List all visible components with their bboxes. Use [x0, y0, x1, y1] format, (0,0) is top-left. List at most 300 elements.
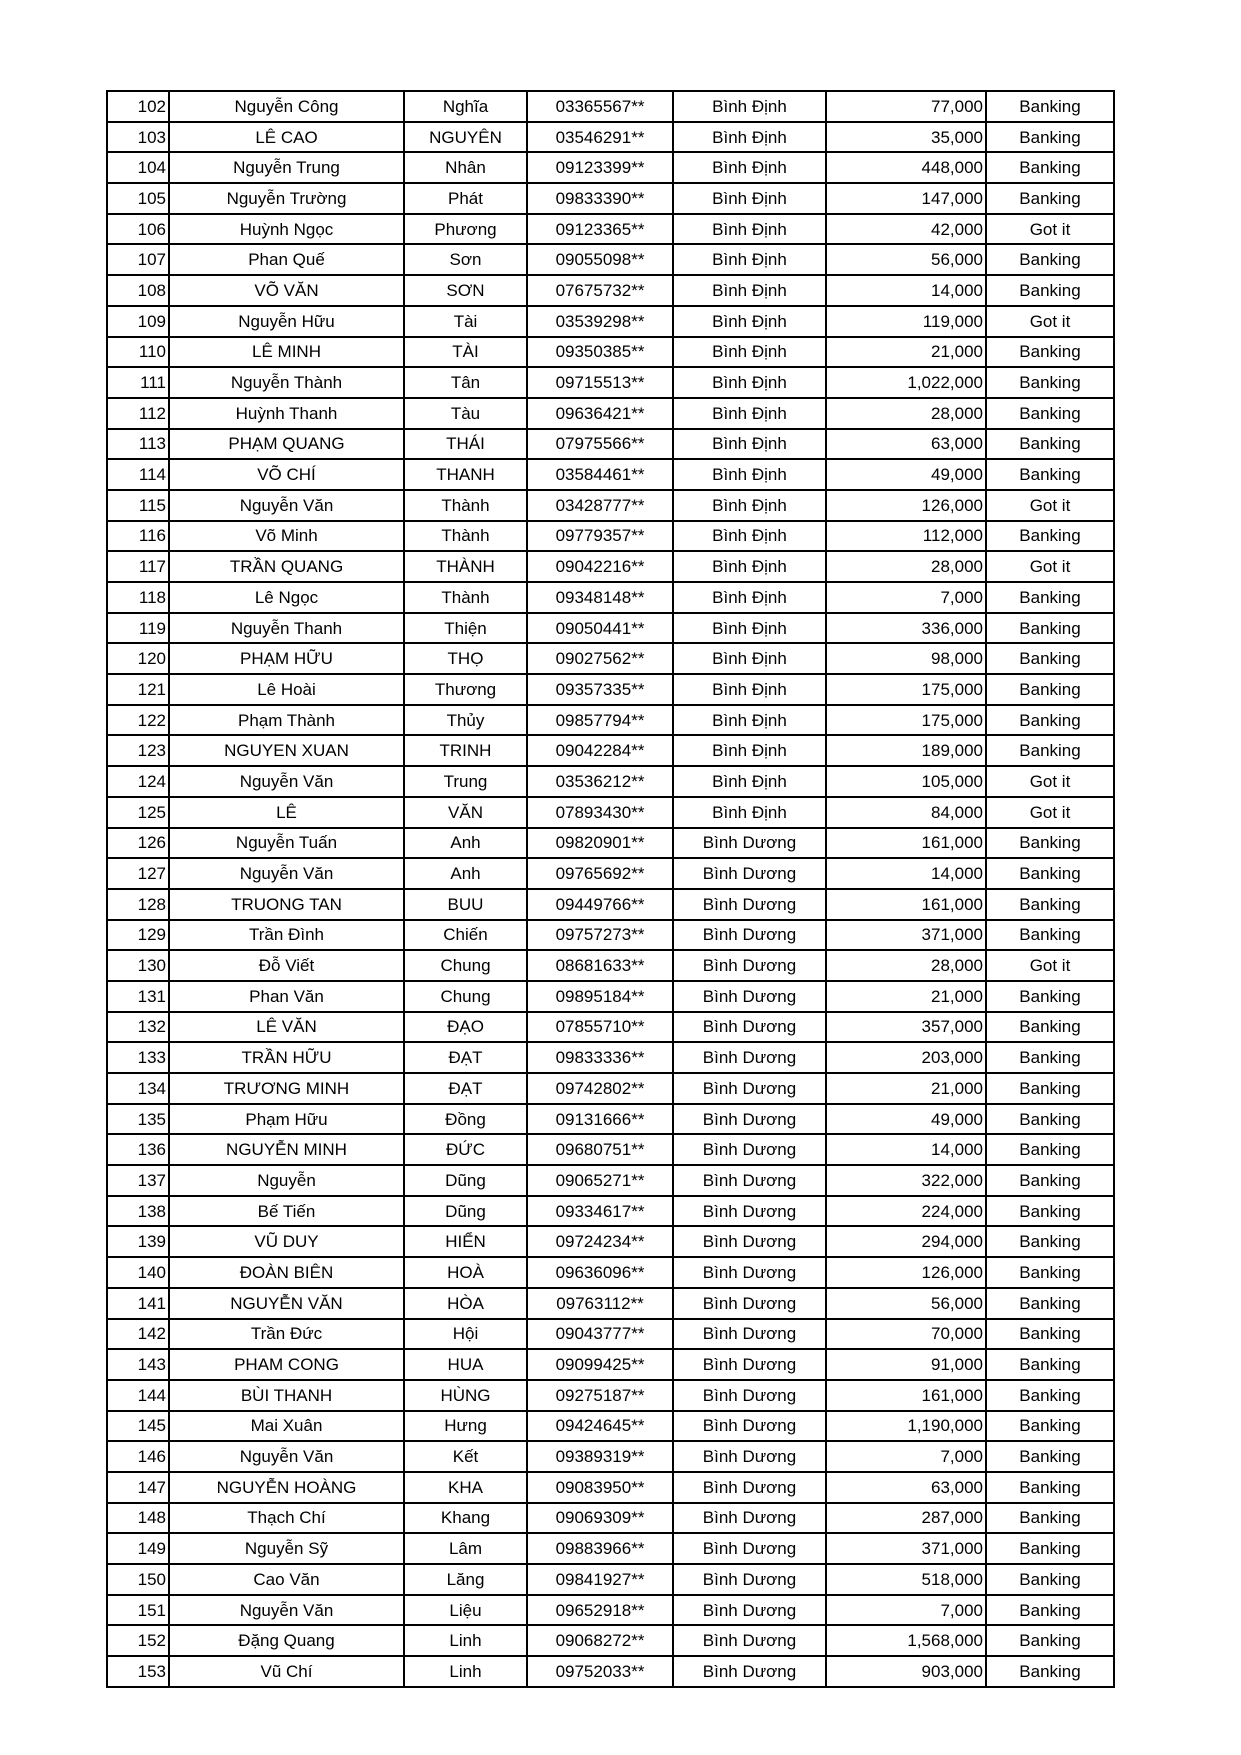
phone-cell: 09043777** — [527, 1319, 673, 1350]
status-cell: Banking — [986, 858, 1114, 889]
first-name-cell: Nguyễn Sỹ — [169, 1533, 404, 1564]
province-cell: Bình Định — [673, 735, 826, 766]
phone-cell: 09752033** — [527, 1656, 673, 1687]
row-index-cell: 142 — [107, 1319, 169, 1350]
row-index-cell: 144 — [107, 1380, 169, 1411]
row-index-cell: 107 — [107, 244, 169, 275]
table-row — [107, 275, 1114, 306]
row-index-cell: 115 — [107, 490, 169, 521]
table-row — [107, 429, 1114, 460]
row-index-cell: 152 — [107, 1625, 169, 1656]
first-name-cell: ĐOÀN BIÊN — [169, 1257, 404, 1288]
table-row — [107, 122, 1114, 153]
province-cell: Bình Định — [673, 551, 826, 582]
phone-cell: 09348148** — [527, 582, 673, 613]
province-cell: Bình Dương — [673, 1441, 826, 1472]
amount-cell: 28,000 — [826, 950, 986, 981]
table-row — [107, 398, 1114, 429]
last-name-cell: Dũng — [404, 1196, 527, 1227]
table-row — [107, 1226, 1114, 1257]
status-cell: Banking — [986, 1503, 1114, 1534]
table-row — [107, 183, 1114, 214]
province-cell: Bình Định — [673, 183, 826, 214]
province-cell: Bình Định — [673, 766, 826, 797]
table-row — [107, 613, 1114, 644]
row-index-cell: 151 — [107, 1595, 169, 1626]
table-row — [107, 1257, 1114, 1288]
last-name-cell: Phát — [404, 183, 527, 214]
status-cell: Banking — [986, 828, 1114, 859]
table-row — [107, 797, 1114, 828]
table-row — [107, 1165, 1114, 1196]
province-cell: Bình Dương — [673, 1349, 826, 1380]
row-index-cell: 126 — [107, 828, 169, 859]
first-name-cell: TRƯƠNG MINH — [169, 1073, 404, 1104]
last-name-cell: THỌ — [404, 643, 527, 674]
table-row — [107, 674, 1114, 705]
status-cell: Banking — [986, 920, 1114, 951]
row-index-cell: 104 — [107, 152, 169, 183]
last-name-cell: THÀNH — [404, 551, 527, 582]
province-cell: Bình Dương — [673, 920, 826, 951]
row-index-cell: 102 — [107, 91, 169, 122]
first-name-cell: LÊ VĂN — [169, 1012, 404, 1043]
province-cell: Bình Dương — [673, 1564, 826, 1595]
table-row — [107, 551, 1114, 582]
row-index-cell: 103 — [107, 122, 169, 153]
amount-cell: 21,000 — [826, 337, 986, 368]
phone-cell: 09724234** — [527, 1226, 673, 1257]
first-name-cell: NGUYEN XUAN — [169, 735, 404, 766]
phone-cell: 07675732** — [527, 275, 673, 306]
first-name-cell: PHAM CONG — [169, 1349, 404, 1380]
row-index-cell: 114 — [107, 459, 169, 490]
status-cell: Got it — [986, 797, 1114, 828]
row-index-cell: 123 — [107, 735, 169, 766]
first-name-cell: Mai Xuân — [169, 1411, 404, 1442]
first-name-cell: Vũ Chí — [169, 1656, 404, 1687]
first-name-cell: Phạm Thành — [169, 705, 404, 736]
amount-cell: 105,000 — [826, 766, 986, 797]
province-cell: Bình Định — [673, 91, 826, 122]
first-name-cell: LÊ — [169, 797, 404, 828]
amount-cell: 161,000 — [826, 889, 986, 920]
amount-cell: 175,000 — [826, 705, 986, 736]
table-row — [107, 337, 1114, 368]
amount-cell: 371,000 — [826, 920, 986, 951]
row-index-cell: 149 — [107, 1533, 169, 1564]
table-row — [107, 1441, 1114, 1472]
last-name-cell: THANH — [404, 459, 527, 490]
province-cell: Bình Định — [673, 797, 826, 828]
status-cell: Banking — [986, 152, 1114, 183]
phone-cell: 09123365** — [527, 214, 673, 245]
table-row — [107, 1595, 1114, 1626]
last-name-cell: NGUYÊN — [404, 122, 527, 153]
amount-cell: 35,000 — [826, 122, 986, 153]
row-index-cell: 127 — [107, 858, 169, 889]
first-name-cell: TRẦN QUANG — [169, 551, 404, 582]
row-index-cell: 125 — [107, 797, 169, 828]
province-cell: Bình Định — [673, 152, 826, 183]
table-row — [107, 950, 1114, 981]
amount-cell: 112,000 — [826, 521, 986, 552]
last-name-cell: Linh — [404, 1656, 527, 1687]
amount-cell: 357,000 — [826, 1012, 986, 1043]
status-cell: Banking — [986, 91, 1114, 122]
status-cell: Banking — [986, 735, 1114, 766]
first-name-cell: Nguyễn Tuấn — [169, 828, 404, 859]
status-cell: Banking — [986, 337, 1114, 368]
row-index-cell: 105 — [107, 183, 169, 214]
province-cell: Bình Dương — [673, 1196, 826, 1227]
amount-cell: 7,000 — [826, 582, 986, 613]
status-cell: Banking — [986, 1595, 1114, 1626]
table-row — [107, 858, 1114, 889]
table-row — [107, 1319, 1114, 1350]
table-row — [107, 920, 1114, 951]
last-name-cell: TRINH — [404, 735, 527, 766]
last-name-cell: HÙNG — [404, 1380, 527, 1411]
last-name-cell: Đồng — [404, 1104, 527, 1135]
table-row — [107, 91, 1114, 122]
province-cell: Bình Dương — [673, 1104, 826, 1135]
row-index-cell: 113 — [107, 429, 169, 460]
status-cell: Banking — [986, 183, 1114, 214]
phone-cell: 09424645** — [527, 1411, 673, 1442]
province-cell: Bình Dương — [673, 1411, 826, 1442]
province-cell: Bình Dương — [673, 828, 826, 859]
row-index-cell: 148 — [107, 1503, 169, 1534]
phone-cell: 09820901** — [527, 828, 673, 859]
row-index-cell: 153 — [107, 1656, 169, 1687]
table-row — [107, 643, 1114, 674]
last-name-cell: THÁI — [404, 429, 527, 460]
first-name-cell: Nguyễn Văn — [169, 858, 404, 889]
table-row — [107, 1472, 1114, 1503]
amount-cell: 161,000 — [826, 828, 986, 859]
phone-cell: 09050441** — [527, 613, 673, 644]
table-row — [107, 1104, 1114, 1135]
amount-cell: 42,000 — [826, 214, 986, 245]
amount-cell: 28,000 — [826, 551, 986, 582]
amount-cell: 189,000 — [826, 735, 986, 766]
phone-cell: 09357335** — [527, 674, 673, 705]
status-cell: Got it — [986, 551, 1114, 582]
last-name-cell: Hưng — [404, 1411, 527, 1442]
amount-cell: 21,000 — [826, 981, 986, 1012]
phone-cell: 09042284** — [527, 735, 673, 766]
last-name-cell: Tân — [404, 367, 527, 398]
first-name-cell: Nguyễn Công — [169, 91, 404, 122]
last-name-cell: Tàu — [404, 398, 527, 429]
recipients-table — [106, 90, 1115, 1688]
status-cell: Banking — [986, 398, 1114, 429]
first-name-cell: Nguyễn Văn — [169, 1441, 404, 1472]
province-cell: Bình Định — [673, 459, 826, 490]
last-name-cell: Lăng — [404, 1564, 527, 1595]
amount-cell: 224,000 — [826, 1196, 986, 1227]
phone-cell: 09636096** — [527, 1257, 673, 1288]
table-row — [107, 1564, 1114, 1595]
status-cell: Banking — [986, 1472, 1114, 1503]
province-cell: Bình Dương — [673, 1288, 826, 1319]
last-name-cell: Liệu — [404, 1595, 527, 1626]
last-name-cell: KHA — [404, 1472, 527, 1503]
amount-cell: 903,000 — [826, 1656, 986, 1687]
phone-cell: 09833336** — [527, 1042, 673, 1073]
table-row — [107, 1656, 1114, 1687]
first-name-cell: Nguyễn Trường — [169, 183, 404, 214]
row-index-cell: 119 — [107, 613, 169, 644]
status-cell: Banking — [986, 1012, 1114, 1043]
province-cell: Bình Định — [673, 705, 826, 736]
table-row — [107, 152, 1114, 183]
first-name-cell: Nguyễn Văn — [169, 490, 404, 521]
amount-cell: 56,000 — [826, 244, 986, 275]
first-name-cell: PHẠM HỮU — [169, 643, 404, 674]
status-cell: Banking — [986, 1349, 1114, 1380]
status-cell: Banking — [986, 1288, 1114, 1319]
status-cell: Got it — [986, 306, 1114, 337]
last-name-cell: ĐẠT — [404, 1042, 527, 1073]
first-name-cell: LÊ CAO — [169, 122, 404, 153]
province-cell: Bình Định — [673, 122, 826, 153]
last-name-cell: Linh — [404, 1625, 527, 1656]
table-row — [107, 828, 1114, 859]
status-cell: Banking — [986, 1441, 1114, 1472]
first-name-cell: VŨ DUY — [169, 1226, 404, 1257]
province-cell: Bình Định — [673, 244, 826, 275]
last-name-cell: ĐỨC — [404, 1134, 527, 1165]
table-row — [107, 1073, 1114, 1104]
province-cell: Bình Dương — [673, 1533, 826, 1564]
amount-cell: 77,000 — [826, 91, 986, 122]
amount-cell: 14,000 — [826, 858, 986, 889]
phone-cell: 03536212** — [527, 766, 673, 797]
phone-cell: 03365567** — [527, 91, 673, 122]
table-row — [107, 1349, 1114, 1380]
last-name-cell: HOÀ — [404, 1257, 527, 1288]
row-index-cell: 135 — [107, 1104, 169, 1135]
phone-cell: 09068272** — [527, 1625, 673, 1656]
phone-cell: 09389319** — [527, 1441, 673, 1472]
amount-cell: 63,000 — [826, 1472, 986, 1503]
table-row — [107, 1134, 1114, 1165]
province-cell: Bình Dương — [673, 1595, 826, 1626]
row-index-cell: 116 — [107, 521, 169, 552]
province-cell: Bình Dương — [673, 889, 826, 920]
row-index-cell: 130 — [107, 950, 169, 981]
phone-cell: 08681633** — [527, 950, 673, 981]
row-index-cell: 150 — [107, 1564, 169, 1595]
first-name-cell: VÕ CHÍ — [169, 459, 404, 490]
phone-cell: 03546291** — [527, 122, 673, 153]
last-name-cell: Thành — [404, 490, 527, 521]
first-name-cell: Lê Ngọc — [169, 582, 404, 613]
status-cell: Banking — [986, 1656, 1114, 1687]
first-name-cell: LÊ MINH — [169, 337, 404, 368]
phone-cell: 09449766** — [527, 889, 673, 920]
first-name-cell: Huỳnh Ngọc — [169, 214, 404, 245]
last-name-cell: Thành — [404, 521, 527, 552]
phone-cell: 03584461** — [527, 459, 673, 490]
province-cell: Bình Định — [673, 214, 826, 245]
status-cell: Banking — [986, 1226, 1114, 1257]
phone-cell: 09042216** — [527, 551, 673, 582]
last-name-cell: Nghĩa — [404, 91, 527, 122]
first-name-cell: NGUYỄN VĂN — [169, 1288, 404, 1319]
amount-cell: 84,000 — [826, 797, 986, 828]
phone-cell: 07855710** — [527, 1012, 673, 1043]
last-name-cell: Thương — [404, 674, 527, 705]
amount-cell: 294,000 — [826, 1226, 986, 1257]
first-name-cell: Trần Đức — [169, 1319, 404, 1350]
amount-cell: 49,000 — [826, 459, 986, 490]
status-cell: Banking — [986, 122, 1114, 153]
first-name-cell: Nguyễn — [169, 1165, 404, 1196]
status-cell: Banking — [986, 521, 1114, 552]
table-row — [107, 1533, 1114, 1564]
table-row — [107, 214, 1114, 245]
phone-cell: 09715513** — [527, 367, 673, 398]
first-name-cell: NGUYỄN MINH — [169, 1134, 404, 1165]
table-row — [107, 582, 1114, 613]
row-index-cell: 131 — [107, 981, 169, 1012]
amount-cell: 7,000 — [826, 1441, 986, 1472]
status-cell: Banking — [986, 981, 1114, 1012]
status-cell: Banking — [986, 429, 1114, 460]
province-cell: Bình Dương — [673, 1134, 826, 1165]
province-cell: Bình Dương — [673, 1042, 826, 1073]
status-cell: Banking — [986, 643, 1114, 674]
status-cell: Banking — [986, 1564, 1114, 1595]
first-name-cell: Phan Văn — [169, 981, 404, 1012]
last-name-cell: Hội — [404, 1319, 527, 1350]
province-cell: Bình Định — [673, 398, 826, 429]
phone-cell: 09636421** — [527, 398, 673, 429]
phone-cell: 09757273** — [527, 920, 673, 951]
first-name-cell: BÙI THANH — [169, 1380, 404, 1411]
recipients-table-body — [107, 91, 1114, 1687]
first-name-cell: Võ Minh — [169, 521, 404, 552]
phone-cell: 09765692** — [527, 858, 673, 889]
amount-cell: 518,000 — [826, 1564, 986, 1595]
phone-cell: 09883966** — [527, 1533, 673, 1564]
row-index-cell: 106 — [107, 214, 169, 245]
row-index-cell: 146 — [107, 1441, 169, 1472]
province-cell: Bình Định — [673, 643, 826, 674]
status-cell: Banking — [986, 275, 1114, 306]
table-row — [107, 766, 1114, 797]
status-cell: Banking — [986, 367, 1114, 398]
table-row — [107, 521, 1114, 552]
phone-cell: 09763112** — [527, 1288, 673, 1319]
status-cell: Banking — [986, 459, 1114, 490]
table-row — [107, 1042, 1114, 1073]
last-name-cell: HUA — [404, 1349, 527, 1380]
phone-cell: 09652918** — [527, 1595, 673, 1626]
phone-cell: 09779357** — [527, 521, 673, 552]
table-row — [107, 306, 1114, 337]
status-cell: Banking — [986, 705, 1114, 736]
table-row — [107, 1380, 1114, 1411]
row-index-cell: 118 — [107, 582, 169, 613]
amount-cell: 119,000 — [826, 306, 986, 337]
phone-cell: 09123399** — [527, 152, 673, 183]
last-name-cell: Chung — [404, 981, 527, 1012]
status-cell: Banking — [986, 1196, 1114, 1227]
last-name-cell: Anh — [404, 858, 527, 889]
province-cell: Bình Định — [673, 490, 826, 521]
amount-cell: 98,000 — [826, 643, 986, 674]
row-index-cell: 139 — [107, 1226, 169, 1257]
status-cell: Got it — [986, 766, 1114, 797]
phone-cell: 09857794** — [527, 705, 673, 736]
amount-cell: 336,000 — [826, 613, 986, 644]
first-name-cell: Nguyễn Hữu — [169, 306, 404, 337]
row-index-cell: 134 — [107, 1073, 169, 1104]
phone-cell: 09083950** — [527, 1472, 673, 1503]
table-row — [107, 490, 1114, 521]
table-row — [107, 705, 1114, 736]
status-cell: Banking — [986, 1625, 1114, 1656]
last-name-cell: Khang — [404, 1503, 527, 1534]
province-cell: Bình Định — [673, 275, 826, 306]
row-index-cell: 147 — [107, 1472, 169, 1503]
province-cell: Bình Dương — [673, 981, 826, 1012]
row-index-cell: 117 — [107, 551, 169, 582]
province-cell: Bình Dương — [673, 1380, 826, 1411]
status-cell: Got it — [986, 490, 1114, 521]
row-index-cell: 145 — [107, 1411, 169, 1442]
first-name-cell: Trần Đình — [169, 920, 404, 951]
province-cell: Bình Định — [673, 674, 826, 705]
amount-cell: 21,000 — [826, 1073, 986, 1104]
phone-cell: 09334617** — [527, 1196, 673, 1227]
table-row — [107, 1503, 1114, 1534]
row-index-cell: 140 — [107, 1257, 169, 1288]
row-index-cell: 132 — [107, 1012, 169, 1043]
province-cell: Bình Dương — [673, 1012, 826, 1043]
amount-cell: 448,000 — [826, 152, 986, 183]
row-index-cell: 133 — [107, 1042, 169, 1073]
phone-cell: 07975566** — [527, 429, 673, 460]
first-name-cell: PHẠM QUANG — [169, 429, 404, 460]
last-name-cell: SƠN — [404, 275, 527, 306]
province-cell: Bình Định — [673, 521, 826, 552]
province-cell: Bình Dương — [673, 1226, 826, 1257]
last-name-cell: HIỂN — [404, 1226, 527, 1257]
last-name-cell: Dũng — [404, 1165, 527, 1196]
province-cell: Bình Dương — [673, 1472, 826, 1503]
last-name-cell: Sơn — [404, 244, 527, 275]
amount-cell: 63,000 — [826, 429, 986, 460]
amount-cell: 371,000 — [826, 1533, 986, 1564]
row-index-cell: 121 — [107, 674, 169, 705]
phone-cell: 09895184** — [527, 981, 673, 1012]
amount-cell: 14,000 — [826, 1134, 986, 1165]
table-row — [107, 1196, 1114, 1227]
last-name-cell: TÀI — [404, 337, 527, 368]
province-cell: Bình Định — [673, 367, 826, 398]
status-cell: Banking — [986, 1533, 1114, 1564]
amount-cell: 203,000 — [826, 1042, 986, 1073]
first-name-cell: Nguyễn Văn — [169, 1595, 404, 1626]
table-row — [107, 244, 1114, 275]
province-cell: Bình Định — [673, 306, 826, 337]
province-cell: Bình Dương — [673, 1165, 826, 1196]
